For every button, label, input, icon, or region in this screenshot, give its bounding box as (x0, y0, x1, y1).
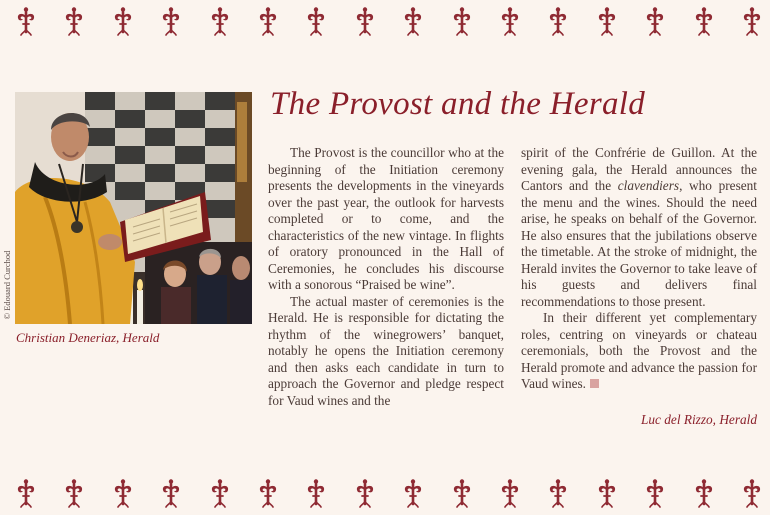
herald-photo-illustration (15, 92, 252, 324)
fleur-cross-ornament-icon (209, 478, 231, 508)
fleur-cross-ornament-icon (112, 478, 134, 508)
fleur-cross-ornament-icon (63, 6, 85, 36)
fleur-cross-ornament-icon (305, 6, 327, 36)
fleur-cross-ornament-icon (596, 6, 618, 36)
herald-text-after: , who present the menu and the wines. Should the need arise, he speaks on behalf of the Governor. He also ensures that the jubilations observe the timetable. At the stroke of midnight, the Herald invites the Governor to take leave of his guests and delivers final recommendations to those present. (521, 178, 757, 309)
fleur-cross-ornament-icon (402, 6, 424, 36)
fleur-cross-ornament-icon (693, 6, 715, 36)
herald-paragraph: The actual master of ceremonies is the Herald. He is responsible for dictating the rhythm of the winegrowers’ banquet, notably he opens the Initiation ceremony and then asks each candidate in turn to approach the Governor and pledge respect for Vaud wines and the (268, 293, 504, 408)
fleur-cross-ornament-icon (499, 478, 521, 508)
left-text-column (268, 145, 504, 409)
fleur-cross-ornament-icon (257, 478, 279, 508)
fleur-cross-ornament-icon (354, 6, 376, 36)
fleur-cross-ornament-icon (499, 6, 521, 36)
fleur-cross-ornament-icon (451, 478, 473, 508)
fleur-cross-ornament-icon (644, 6, 666, 36)
article-title: The Provost and the Herald (270, 86, 646, 122)
clavendiers-term: clavendiers (617, 178, 680, 193)
right-text-column (521, 145, 757, 393)
bottom-ornament-border (0, 478, 770, 508)
fleur-cross-ornament-icon (160, 478, 182, 508)
fleur-cross-ornament-icon (402, 478, 424, 508)
fleur-cross-ornament-icon (596, 478, 618, 508)
fleur-cross-ornament-icon (63, 478, 85, 508)
closing-paragraph (521, 310, 757, 393)
fleur-cross-ornament-icon (209, 6, 231, 36)
fleur-cross-ornament-icon (305, 478, 327, 508)
square-end-mark-icon (590, 379, 599, 388)
fleur-cross-ornament-icon (741, 478, 763, 508)
fleur-cross-ornament-icon (547, 6, 569, 36)
fleur-cross-ornament-icon (547, 478, 569, 508)
author-signature: Luc del Rizzo, Herald (641, 412, 757, 427)
fleur-cross-ornament-icon (15, 478, 37, 508)
fleur-cross-ornament-icon (257, 6, 279, 36)
herald-paragraph-continued (521, 145, 757, 310)
herald-text-before: spirit of the Confrérie de Guillon. At the evening gala, the Herald announces the Cantors and the (521, 145, 757, 193)
fleur-cross-ornament-icon (644, 478, 666, 508)
fleur-cross-ornament-icon (451, 6, 473, 36)
closing-text: In their different yet complementary roles, centring on vineyards or chateau ceremonials, both the Provost and the Herald promote and advance the passion for Vaud wines. (521, 310, 757, 391)
fleur-cross-ornament-icon (741, 6, 763, 36)
herald-photo (15, 92, 252, 324)
photo-caption: Christian Deneriaz, Herald (16, 330, 160, 345)
fleur-cross-ornament-icon (112, 6, 134, 36)
fleur-cross-ornament-icon (693, 478, 715, 508)
fleur-cross-ornament-icon (15, 6, 37, 36)
photo-credit: © Edouard Curchod (2, 250, 12, 320)
top-ornament-border (0, 6, 770, 36)
audience (145, 242, 252, 324)
provost-paragraph: The Provost is the councillor who at the beginning of the Initiation ceremony presents the developments in the vineyards over the past year, the outlook for harvests completed or to come, and the characteristics of the new vintage. In flights of oratory pronounced in the Hall of Ceremonies, he concludes his discourse with a sonorous “Praised be wine”. (268, 145, 504, 292)
fleur-cross-ornament-icon (160, 6, 182, 36)
fleur-cross-ornament-icon (354, 478, 376, 508)
